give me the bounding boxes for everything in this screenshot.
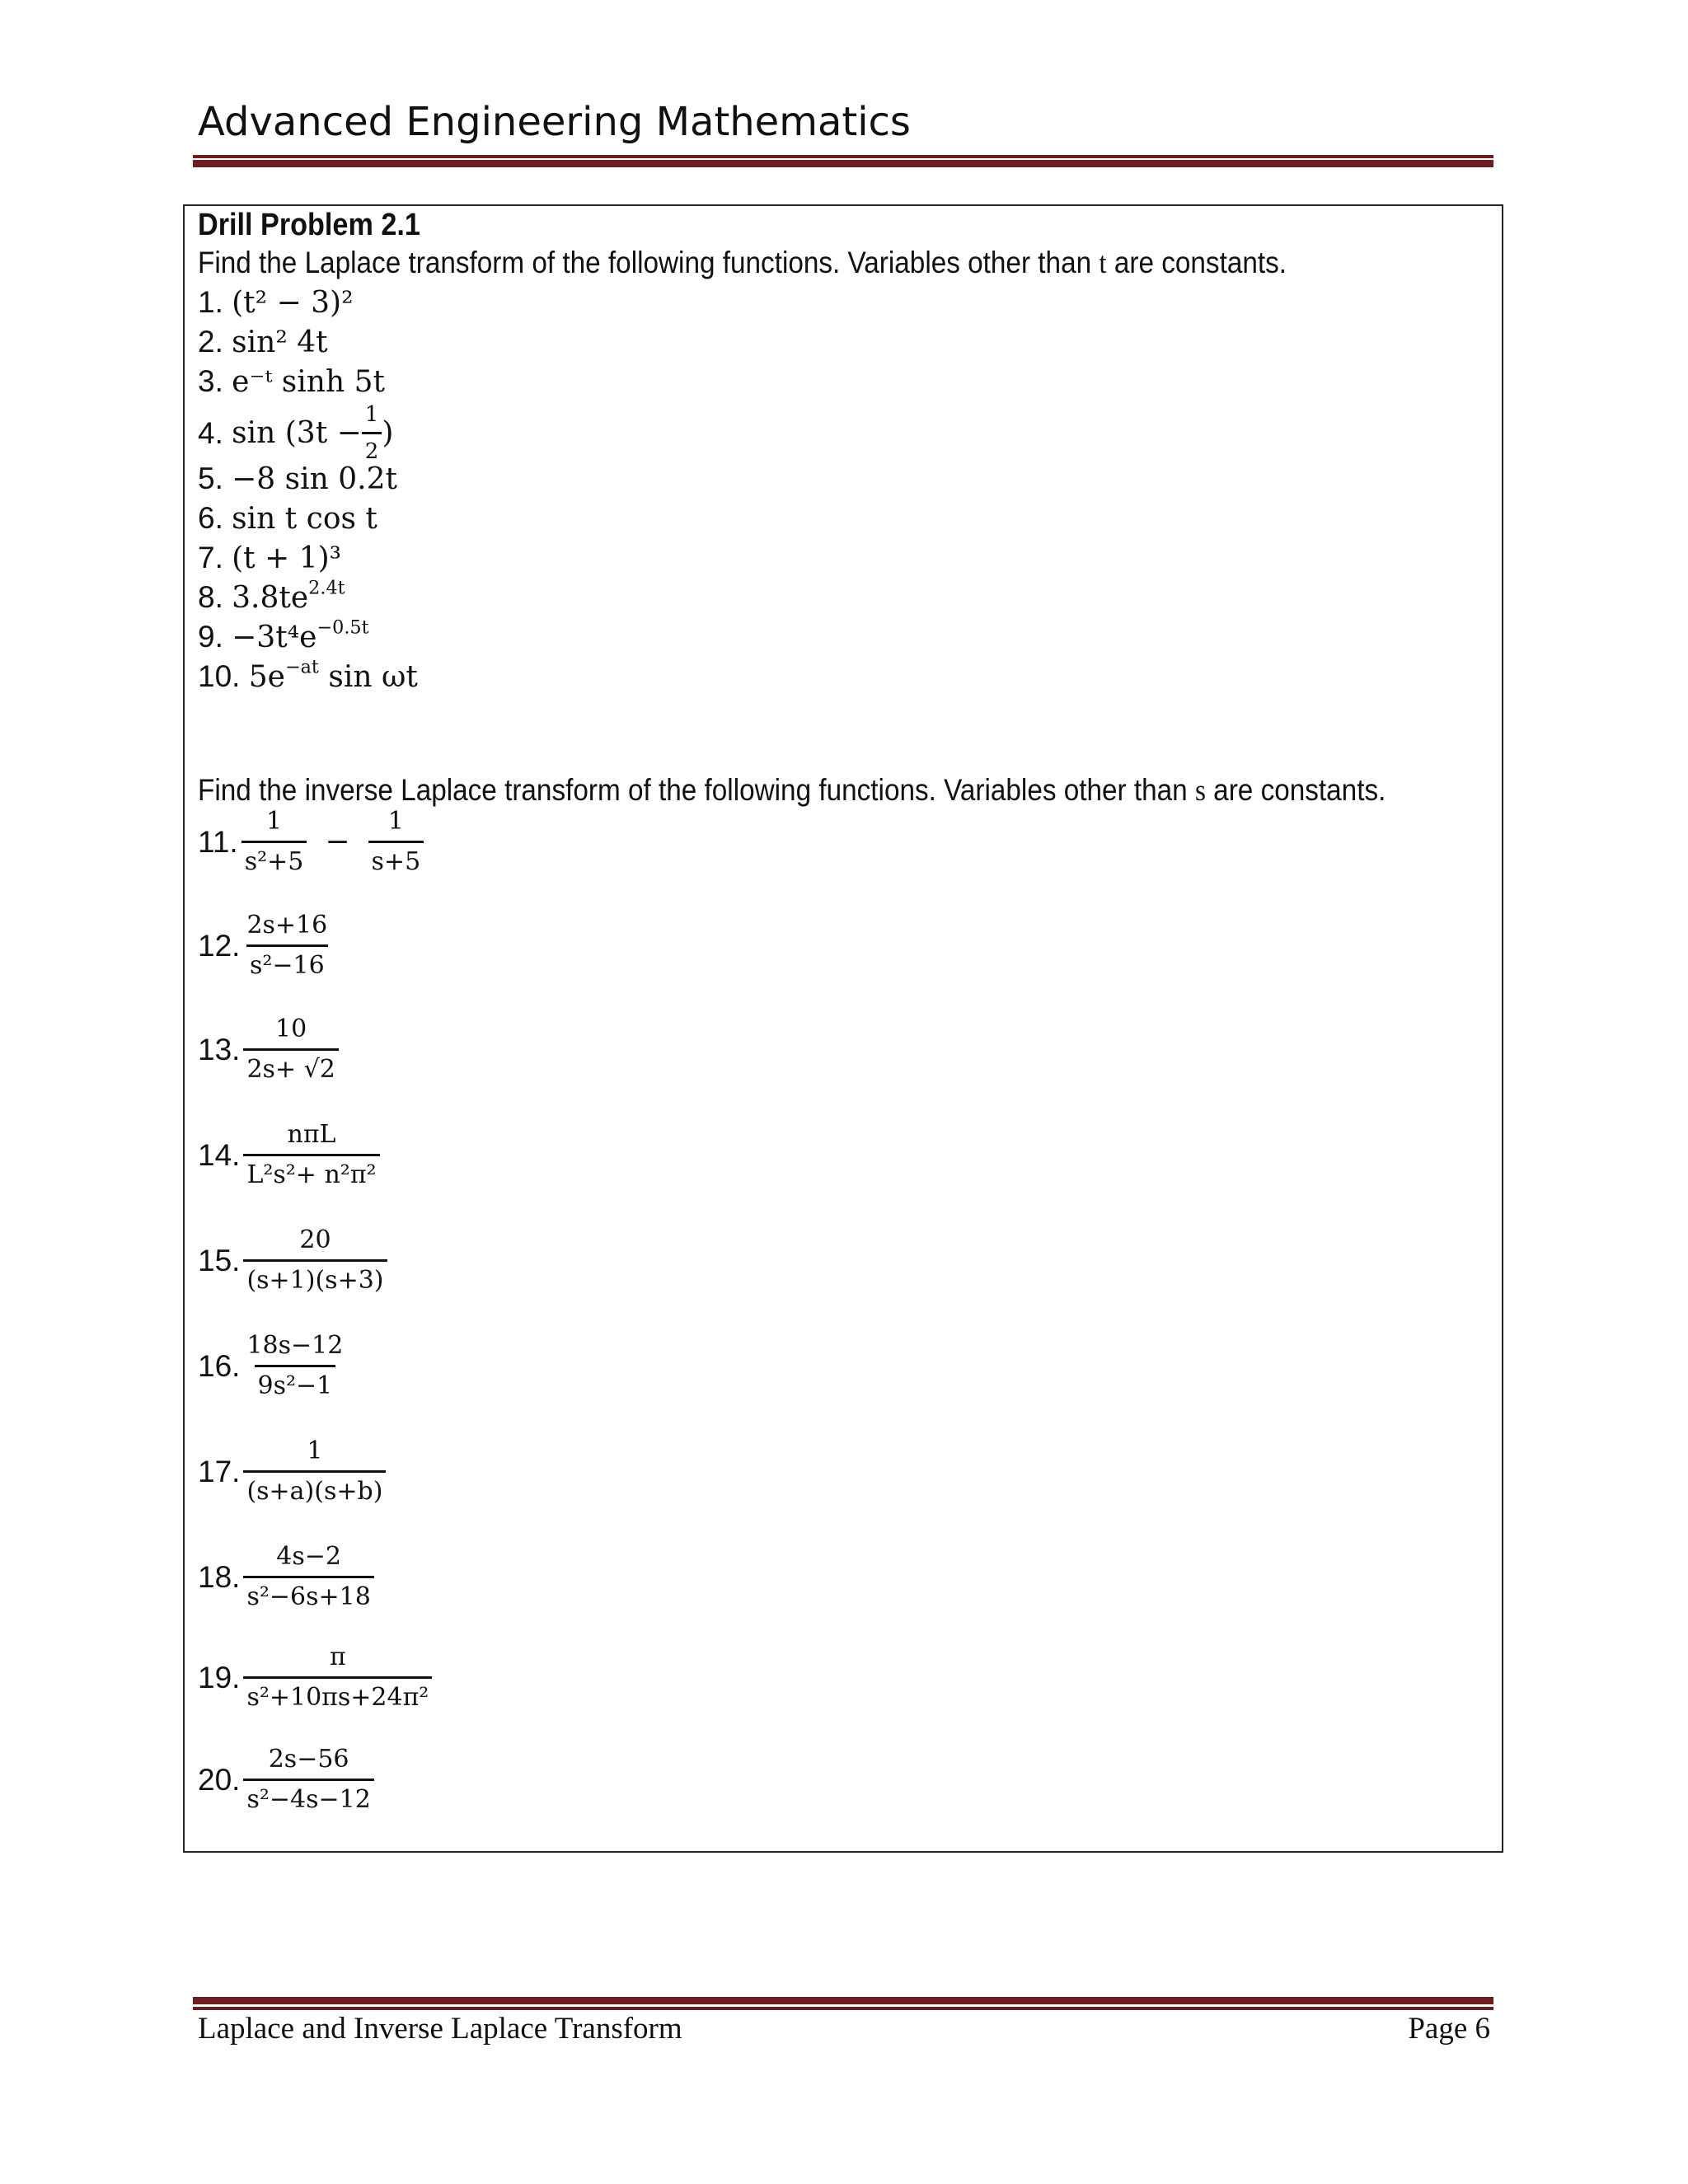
item-exponent: −at [284, 656, 319, 678]
inverse-instruction-text: Find the inverse Laplace transform of the following functions. Variables other than [198, 773, 1195, 807]
header-rule-thin [193, 155, 1493, 158]
fraction-denominator: s²−4s−12 [243, 1779, 373, 1812]
footer-rule-thin [193, 2007, 1493, 2010]
item-fraction [243, 1017, 338, 1082]
fraction-numerator: 2s−56 [268, 1745, 349, 1774]
fraction-numerator: 2s+16 [246, 911, 328, 940]
inverse-item-14 [198, 1122, 380, 1188]
item-number: 7. [198, 541, 223, 574]
laplace-item-6 [198, 501, 377, 536]
item-expression: sin² 4t [232, 326, 328, 359]
laplace-item-9 [198, 616, 369, 654]
fraction-denominator: s²+5 [241, 841, 307, 874]
item-fraction [368, 809, 424, 874]
fraction-numerator: 1 [387, 807, 404, 836]
inverse-item-12 [198, 913, 331, 978]
inverse-item-18 [198, 1544, 374, 1610]
laplace-instruction-text: Find the Laplace transform of the following functions. Variables other than [198, 246, 1100, 279]
fraction-numerator: 4s−2 [276, 1542, 341, 1571]
item-number: 4. [198, 415, 223, 450]
item-expression: −3t⁴e [232, 621, 317, 654]
item-fraction [243, 1747, 373, 1812]
inverse-item-15 [198, 1228, 387, 1293]
inverse-item-13 [198, 1017, 339, 1082]
item-expression: e⁻ᵗ sinh 5t [232, 365, 385, 399]
inverse-instruction-var: s [1194, 774, 1206, 808]
inverse-item-19 [198, 1645, 432, 1710]
drill-problem-title: Drill Problem 2.1 [198, 208, 420, 242]
laplace-item-1 [198, 285, 354, 320]
item-number: 17. [198, 1454, 241, 1488]
laplace-instruction-tail: are constants. [1106, 246, 1287, 279]
item-fraction [243, 913, 331, 978]
minus-operator: − [325, 825, 350, 859]
fraction-denominator: s²−6s+18 [243, 1576, 373, 1610]
item-fraction [241, 809, 307, 874]
fraction-numerator: 10 [275, 1015, 307, 1043]
item-number: 2. [198, 325, 223, 359]
item-exponent: −0.5t [316, 616, 369, 639]
footer-rule-thick [193, 1997, 1493, 2004]
laplace-item-7 [198, 541, 341, 575]
item-expression: −8 sin 0.2t [232, 462, 397, 496]
fraction-numerator: nπL [287, 1120, 336, 1149]
item-number: 11. [198, 824, 238, 859]
item-expression: sin (3t − [232, 416, 362, 450]
laplace-instruction-var: t [1099, 246, 1107, 280]
fraction-denominator: 2s+ √2 [243, 1048, 338, 1082]
fraction-denominator: L²s²+ n²π² [243, 1154, 379, 1188]
footer-page-number: Page 6 [1408, 2012, 1490, 2046]
item-number: 6. [198, 501, 223, 535]
item-number: 3. [198, 364, 223, 398]
item-number: 8. [198, 580, 223, 614]
inverse-instruction-tail: are constants. [1205, 773, 1386, 807]
fraction-denominator: s+5 [368, 841, 424, 874]
inverse-item-16 [198, 1333, 346, 1399]
item-expression: sin t cos t [232, 502, 377, 536]
item-number: 16. [198, 1348, 241, 1383]
item-fraction [243, 1544, 373, 1610]
item-fraction [243, 1228, 387, 1293]
item-number: 10. [198, 659, 241, 693]
item-number: 18. [198, 1559, 241, 1594]
item-expression: 5e [248, 660, 285, 694]
item-fraction [362, 404, 382, 462]
fraction-denominator: (s+1)(s+3) [243, 1259, 387, 1293]
item-expression: (t + 1)³ [232, 541, 342, 575]
laplace-item-3 [198, 364, 385, 399]
item-expression: (t² − 3)² [232, 286, 354, 320]
item-number: 13. [198, 1032, 241, 1066]
inverse-item-17 [198, 1436, 386, 1506]
item-number: 1. [198, 285, 223, 319]
fraction-numerator: 18s−12 [246, 1331, 344, 1360]
inverse-instruction [198, 773, 1386, 808]
fraction-numerator: 1 [265, 807, 283, 836]
laplace-item-8 [198, 577, 345, 615]
fraction-numerator: 1 [307, 1436, 323, 1465]
laplace-instruction [198, 246, 1287, 281]
item-number: 9. [198, 620, 223, 654]
inverse-item-20 [198, 1747, 374, 1812]
header-rule-thick [193, 160, 1493, 167]
item-number: 15. [198, 1243, 241, 1277]
item-number: 20. [198, 1762, 241, 1797]
fraction-numerator: 1 [364, 402, 379, 427]
item-number: 5. [198, 462, 223, 495]
fraction-numerator: 20 [299, 1226, 331, 1254]
fraction-denominator: 2 [362, 432, 382, 462]
item-fraction [243, 1122, 379, 1188]
laplace-item-4 [198, 404, 393, 462]
footer-chapter-title: Laplace and Inverse Laplace Transform [198, 2012, 682, 2046]
fraction-numerator: π [330, 1643, 346, 1671]
fraction-denominator: s²−16 [246, 944, 328, 978]
laplace-item-10 [198, 656, 418, 694]
item-expression-tail: sin ωt [318, 660, 418, 694]
item-exponent: 2.4t [308, 577, 345, 599]
inverse-item-11 [198, 809, 424, 874]
page-header-title: Advanced Engineering Mathematics [198, 99, 911, 145]
item-number: 14. [198, 1137, 241, 1172]
fraction-denominator: (s+a)(s+b) [243, 1470, 386, 1504]
laplace-item-2 [198, 325, 328, 359]
item-fraction [243, 1436, 386, 1506]
item-fraction [243, 1645, 432, 1710]
item-number: 19. [198, 1660, 241, 1694]
item-expression: 3.8te [232, 581, 309, 615]
fraction-denominator: s²+10πs+24π² [243, 1676, 432, 1710]
item-expression-close: ) [382, 416, 394, 450]
item-number: 12. [198, 928, 241, 963]
fraction-denominator: 9s²−1 [255, 1365, 336, 1399]
laplace-item-5 [198, 462, 397, 496]
item-fraction [243, 1333, 346, 1399]
